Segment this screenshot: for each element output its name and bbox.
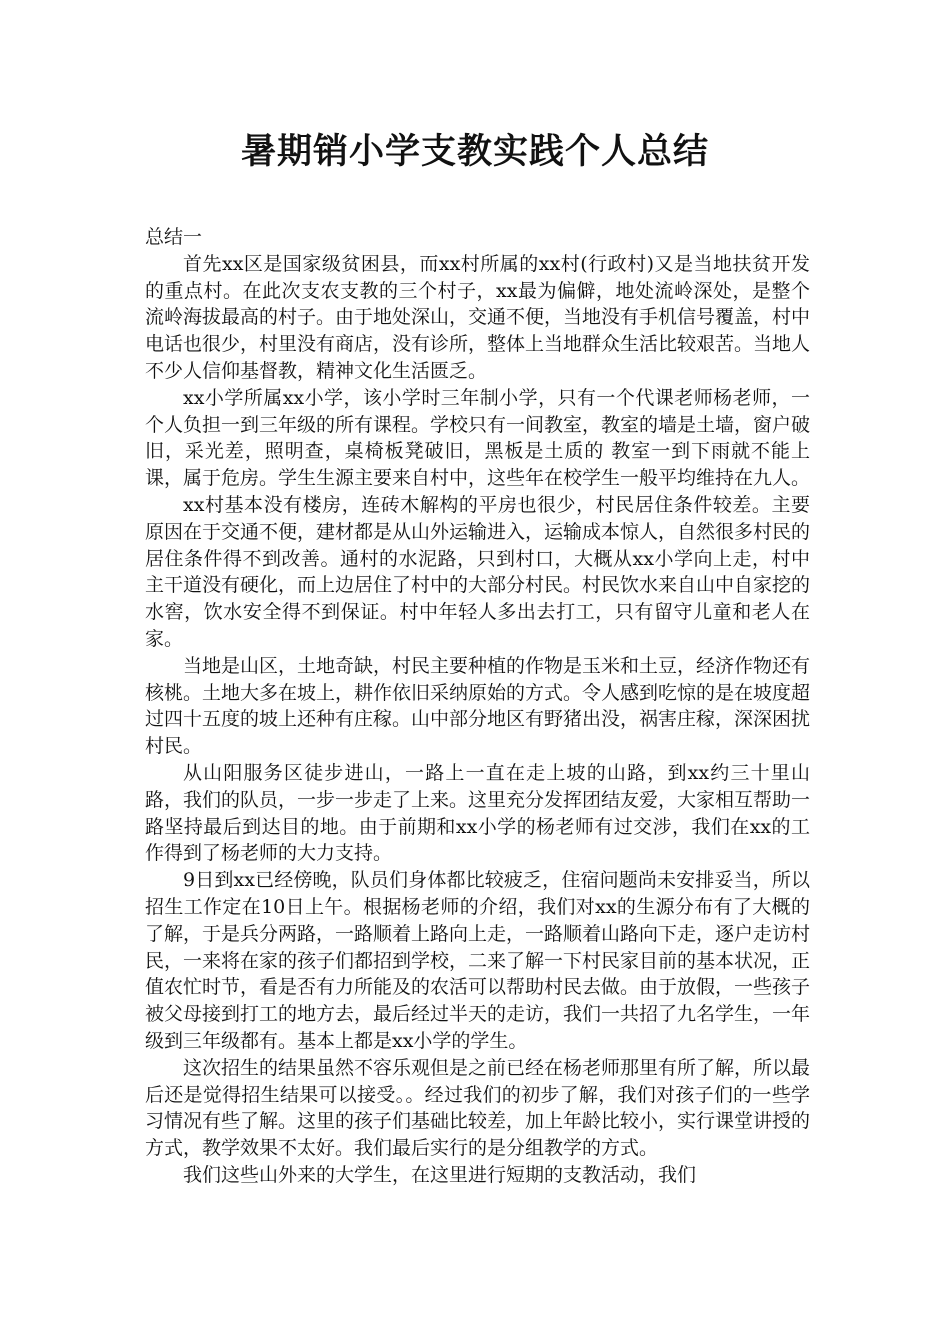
paragraph-2: xx小学所属xx小学，该小学时三年制小学，只有一个代课老师杨老师，一个人负担一到三年级的所有课程。学校只有一间教室，教室的墙是土墙，窗户破旧，采光差，照明查，桌椅板凳破旧，黑板是土质的 教室一到下雨就不能上课，属于危房。学生生源主要来自村中，这些年在校学生一般平均维持在九人。: [145, 386, 811, 490]
section-label: 总结一: [145, 226, 203, 248]
paragraph-5: 从山阳服务区徒步进山，一路上一直在走上坡的山路，到xx约三十里山路，我们的队员，一步一步走了上来。这里充分发挥团结友爱，大家相互帮助一路坚持最后到达目的地。由于前期和xx小学的杨老师有过交涉，我们在xx的工作得到了杨老师的大力支持。: [145, 761, 811, 865]
document-body: [145, 224, 810, 1189]
paragraph-1: 首先xx区是国家级贫困县，而xx村所属的xx村(行政村)又是当地扶贫开发的重点村。在此次支农支教的三个村子，xx最为偏僻，地处流岭深处，是整个流岭海拔最高的村子。由于地处深山，交通不便，当地没有手机信号覆盖，村中电话也很少，村里没有商店，没有诊所，整体上当地群众生活比较艰苦。当地人不少人信仰基督教，精神文化生活匮乏。: [145, 252, 811, 382]
paragraph-6: 9日到xx已经傍晚，队员们身体都比较疲乏，住宿问题尚未安排妥当，所以招生工作定在10日上午。根据杨老师的介绍，我们对xx的生源分布有了大概的了解，于是兵分两路，一路顺着上路向上走，一路顺着山路向下走，逐户走访村民，一来将在家的孩子们都招到学校，二来了解一下村民家目前的基本状况，正值农忙时节，看是否有力所能及的农活可以帮助村民去做。由于放假，一些孩子被父母接到打工的地方去，最后经过半天的走访，我们一共招了九名学生，一年级到三年级都有。基本上都是xx小学的学生。: [145, 869, 811, 1052]
paragraph-8: 我们这些山外来的大学生，在这里进行短期的支教活动，我们: [183, 1163, 697, 1186]
paragraph-7: 这次招生的结果虽然不容乐观但是之前已经在杨老师那里有所了解，所以最后还是觉得招生结果可以接受。。经过我们的初步了解，我们对孩子们的一些学习情况有些了解。这里的孩子们基础比较差，加上年龄比较小，实行课堂讲授的方式，教学效果不太好。我们最后实行的是分组教学的方式。: [145, 1056, 811, 1160]
paragraph-4: 当地是山区，土地奇缺，村民主要种植的作物是玉米和土豆，经济作物还有核桃。土地大多在坡上，耕作依旧采纳原始的方式。令人感到吃惊的是在坡度超过四十五度的坡上还种有庄稼。山中部分地区有野猪出没，祸害庄稼，深深困扰村民。: [145, 654, 811, 758]
document-title: 暑期销小学支教实践个人总结: [240, 132, 709, 172]
paragraph-3: xx村基本没有楼房，连砖木解构的平房也很少，村民居住条件较差。主要原因在于交通不便，建材都是从山外运输进入，运输成本惊人，自然很多村民的居住条件得不到改善。通村的水泥路，只到村口，大概从xx小学向上走，村中主干道没有硬化，而上边居住了村中的大部分村民。村民饮水来自山中自家挖的水窖，饮水安全得不到保证。村中年轻人多出去打工，只有留守儿童和老人在家。: [145, 493, 811, 650]
